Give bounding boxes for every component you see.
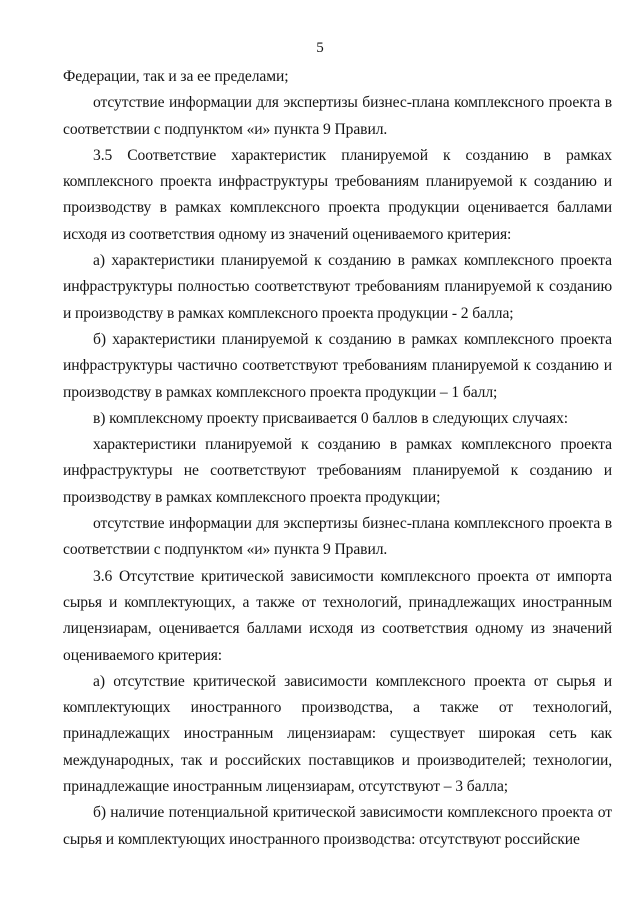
page-number: 5 xyxy=(316,40,324,56)
document-body xyxy=(63,64,612,853)
paragraph-3-6-a: а) отсутствие критической зависимости комплексного проекта от сырья и комплектующих иностранного производства, а также от технологий, принадлежащих иностранным лицензиарам: существует широкая сеть как международных, так и российских поставщиков и производителей; технологии, принадлежащие иностранным лицензиарам, отсутствуют – 3 балла; xyxy=(63,672,612,796)
paragraph-3-5-a: а) характеристики планируемой к созданию в рамках комплексного проекта инфраструктуры полностью соответствуют требованиям планируемой к созданию и производству в рамках комплексного проекта продукции - 2 балла; xyxy=(63,252,612,322)
paragraph-section-3-6: 3.6 Отсутствие критической зависимости комплексного проекта от импорта сырья и комплектующих, а также от технологий, принадлежащих иностранным лицензиарам, оценивается баллами исходя из соответствия одному из значений оцениваемого критерия: xyxy=(63,567,612,664)
paragraph-3-6-b: б) наличие потенциальной критической зависимости комплексного проекта от сырья и комплектующих иностранного производства: отсутствуют российские xyxy=(63,804,612,848)
paragraph-3-5-v-case-2: отсутствие информации для экспертизы бизнес-плана комплексного проекта в соответствии с подпунктом «и» пункта 9 Правил. xyxy=(63,515,612,559)
paragraph-continuation: Федерации, так и за ее пределами; xyxy=(63,68,289,85)
paragraph-3-5-v-case-1: характеристики планируемой к созданию в рамках комплексного проекта инфраструктуры не соответствуют требованиям планируемой к созданию и производству в рамках комплексного проекта продукции; xyxy=(63,436,612,506)
paragraph-section-3-5: 3.5 Соответствие характеристик планируемой к созданию в рамках комплексного проекта инфраструктуры требованиям планируемой к созданию и производству в рамках комплексного проекта продукции оценивается баллами исходя из соответствия одному из значений оцениваемого критерия: xyxy=(63,146,612,243)
paragraph-3-5-v: в) комплексному проекту присваивается 0 баллов в следующих случаях: xyxy=(93,409,569,427)
paragraph-3-5-b: б) характеристики планируемой к созданию в рамках комплексного проекта инфраструктуры частично соответствуют требованиям планируемой к созданию и производству в рамках комплексного проекта продукции – 1 балл; xyxy=(63,330,612,401)
paragraph-no-info-1: отсутствие информации для экспертизы бизнес-плана комплексного проекта в соответствии с подпунктом «и» пункта 9 Правил. xyxy=(63,94,612,138)
